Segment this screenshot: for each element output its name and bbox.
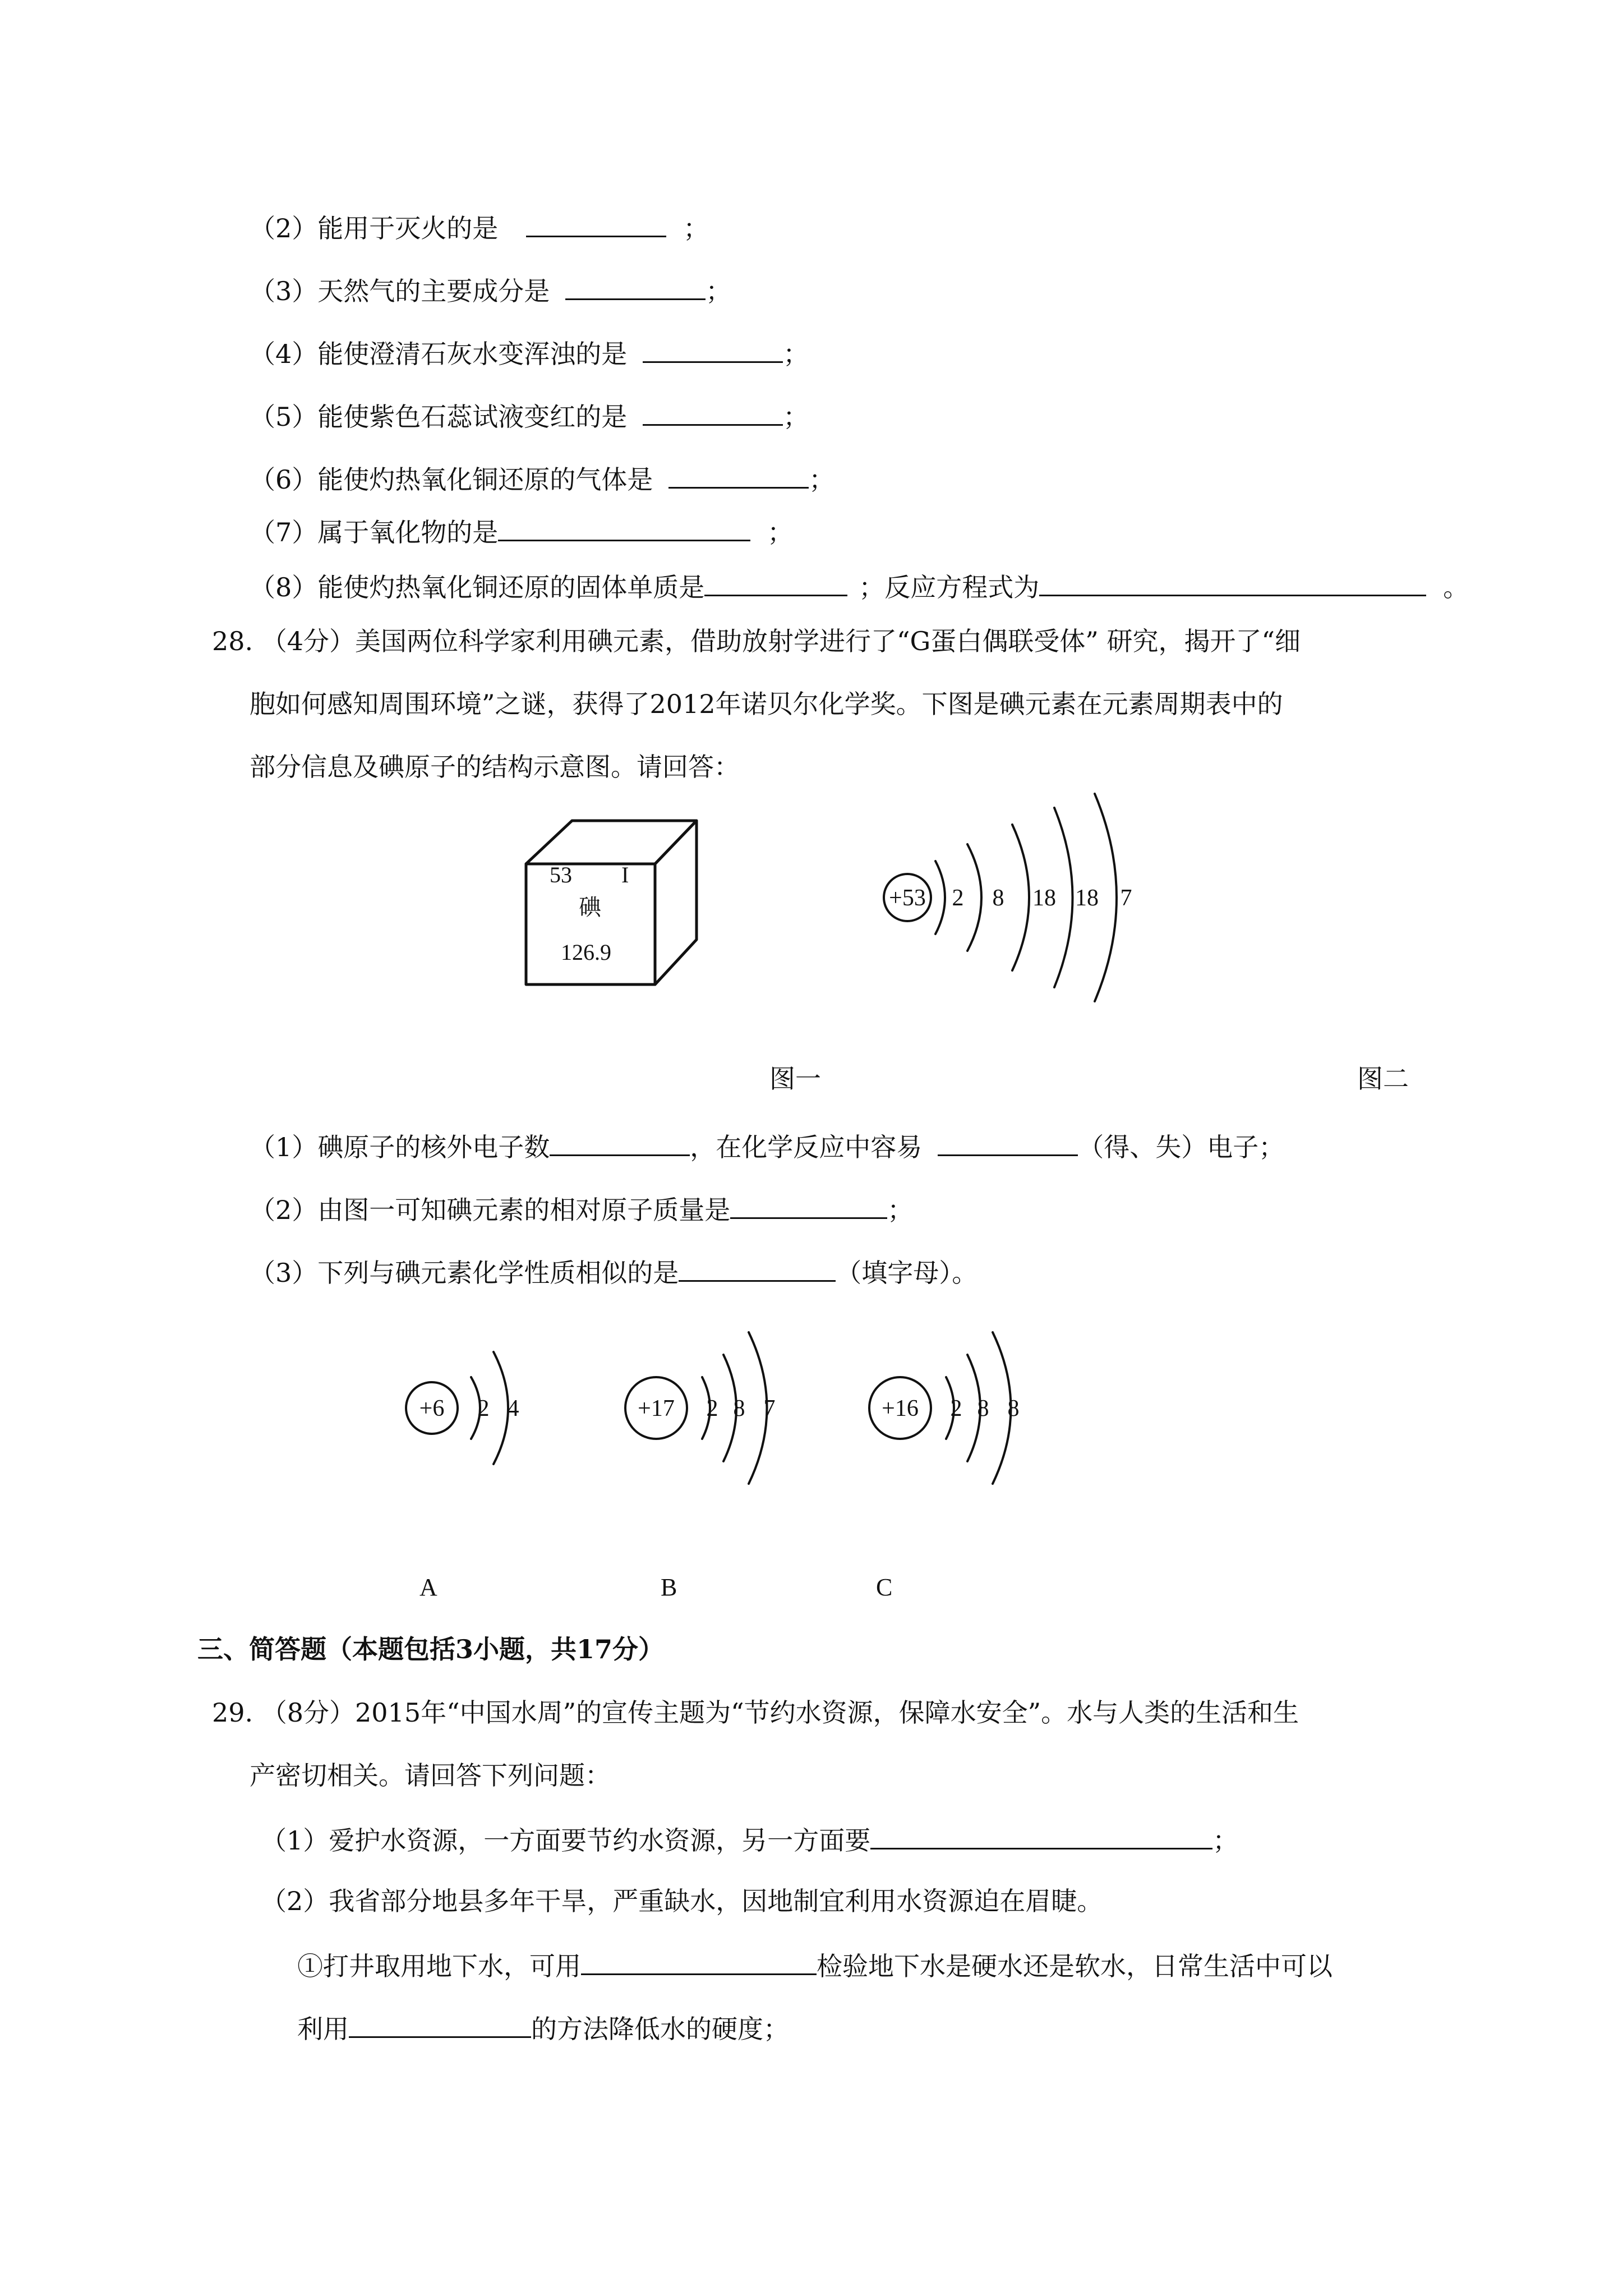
option-c-atom-diagram — [861, 1313, 1063, 1503]
q28-sub-3: （3）下列与碘元素化学性质相似的是 （填字母）。 — [250, 1258, 978, 1288]
q29-intro-line-2: 产密切相关。请回答下列问题： — [250, 1760, 611, 1791]
shell-electrons: 8 — [1007, 1396, 1020, 1421]
answer-blank[interactable] — [1039, 572, 1426, 596]
q29-intro-line-1: 29. （8分）2015年“中国水周”的宣传主题为“节约水资源，保障水安全”。水与人类的生活和生 — [212, 1697, 1299, 1728]
shell-electrons: 18 — [1032, 885, 1056, 911]
option-c-label: C — [876, 1573, 893, 1601]
answer-blank[interactable] — [498, 517, 750, 541]
option-a-label: A — [419, 1573, 437, 1601]
answer-blank[interactable] — [870, 1825, 1212, 1849]
nucleus-charge: +6 — [419, 1396, 445, 1421]
element-atomic-mass: 126.9 — [561, 940, 611, 965]
answer-blank[interactable] — [643, 402, 783, 426]
electron-shell-arc — [935, 861, 945, 934]
figure-1-caption: 图一 — [769, 1064, 821, 1094]
iodine-atom-diagram — [875, 785, 1166, 1010]
electron-shell-arc — [494, 1352, 508, 1464]
section-3-heading: 三、简答题（本题包括3小题，共17分） — [197, 1634, 665, 1664]
shell-electrons: 8 — [977, 1396, 989, 1421]
q28-sub-1: （1）碘原子的核外电子数 ，在化学反应中容易 （得、失）电子； — [250, 1132, 1285, 1162]
q28-intro-line-3: 部分信息及碘原子的结构示意图。请回答： — [250, 752, 740, 782]
nucleus-charge: +53 — [889, 885, 926, 911]
q28-intro-line-1: 28. （4分）美国两位科学家利用碘元素，借助放射学进行了“G蛋白偶联受体” 研究，揭开了“细 — [212, 626, 1301, 656]
shell-electrons: 7 — [763, 1396, 776, 1421]
electron-shell-arc — [967, 844, 981, 951]
shell-electrons: 8 — [733, 1396, 745, 1421]
q27-line-5: （5）能使紫色石蕊试液变红的是 ； — [250, 402, 809, 432]
q27-line-3: （3）天然气的主要成分是 ； — [250, 276, 732, 306]
q27-line-6: （6）能使灼热氧化铜还原的气体是 ； — [250, 464, 835, 495]
answer-blank[interactable] — [938, 1132, 1078, 1156]
option-b-atom-diagram — [617, 1313, 819, 1503]
q28-intro-line-2: 胞如何感知周围环境”之谜，获得了2012年诺贝尔化学奖。下图是碘元素在元素周期表中的 — [250, 689, 1283, 719]
answer-blank[interactable] — [526, 213, 666, 237]
element-name: 碘 — [579, 895, 601, 920]
option-b-label: B — [661, 1573, 677, 1601]
answer-blank[interactable] — [581, 1951, 817, 1975]
q29-sub-2-part-1-cont: 利用 的方法降低水的硬度； — [297, 2014, 789, 2044]
shell-electrons: 8 — [992, 885, 1004, 911]
cube-top-face — [526, 821, 697, 864]
element-atomic-number: 53 — [550, 862, 572, 887]
nucleus-charge: +17 — [638, 1396, 675, 1421]
q27-line-8: （8）能使灼热氧化铜还原的固体单质是 ；反应方程式为 。 — [250, 572, 1469, 602]
cube-side-face — [655, 821, 697, 984]
answer-blank[interactable] — [704, 572, 847, 596]
figure-2-caption: 图二 — [1357, 1064, 1409, 1094]
shell-electrons: 18 — [1075, 885, 1099, 911]
shell-electrons: 2 — [952, 885, 964, 911]
answer-blank[interactable] — [679, 1258, 836, 1282]
q28-sub-2: （2）由图一可知碘元素的相对原子质量是 ； — [250, 1195, 914, 1225]
q27-line-2: （2）能用于灭火的是 ； — [250, 213, 709, 243]
q29-sub-2-part-1: ①打井取用地下水，可用 检验地下水是硬水还是软水，日常生活中可以 — [297, 1951, 1332, 1981]
answer-blank[interactable] — [643, 339, 783, 363]
q27-line-7: （7）属于氧化物的是 ； — [250, 517, 794, 547]
electron-shell-arc — [1012, 825, 1029, 970]
nucleus-charge: +16 — [882, 1396, 919, 1421]
cube-front-face — [526, 864, 655, 984]
iodine-element-cube — [522, 816, 712, 990]
shell-electrons: 4 — [507, 1396, 519, 1421]
answer-blank[interactable] — [349, 2014, 531, 2038]
option-a-atom-diagram — [398, 1335, 544, 1481]
electron-shell-arc — [1054, 808, 1073, 987]
answer-blank[interactable] — [550, 1132, 690, 1156]
q29-sub-1: （1）爱护水资源，一方面要节约水资源，另一方面要 ； — [261, 1825, 1239, 1856]
q27-line-4: （4）能使澄清石灰水变浑浊的是 ； — [250, 339, 809, 369]
shell-electrons: 7 — [1120, 885, 1132, 911]
element-symbol: I — [621, 862, 629, 887]
answer-blank[interactable] — [730, 1195, 887, 1219]
answer-blank[interactable] — [668, 464, 809, 489]
answer-blank[interactable] — [565, 276, 706, 300]
shell-electrons: 2 — [706, 1396, 718, 1421]
q29-sub-2: （2）我省部分地县多年干旱，严重缺水，因地制宜利用水资源迫在眉睫。 — [261, 1886, 1103, 1916]
shell-electrons: 2 — [950, 1396, 962, 1421]
shell-electrons: 2 — [477, 1396, 490, 1421]
